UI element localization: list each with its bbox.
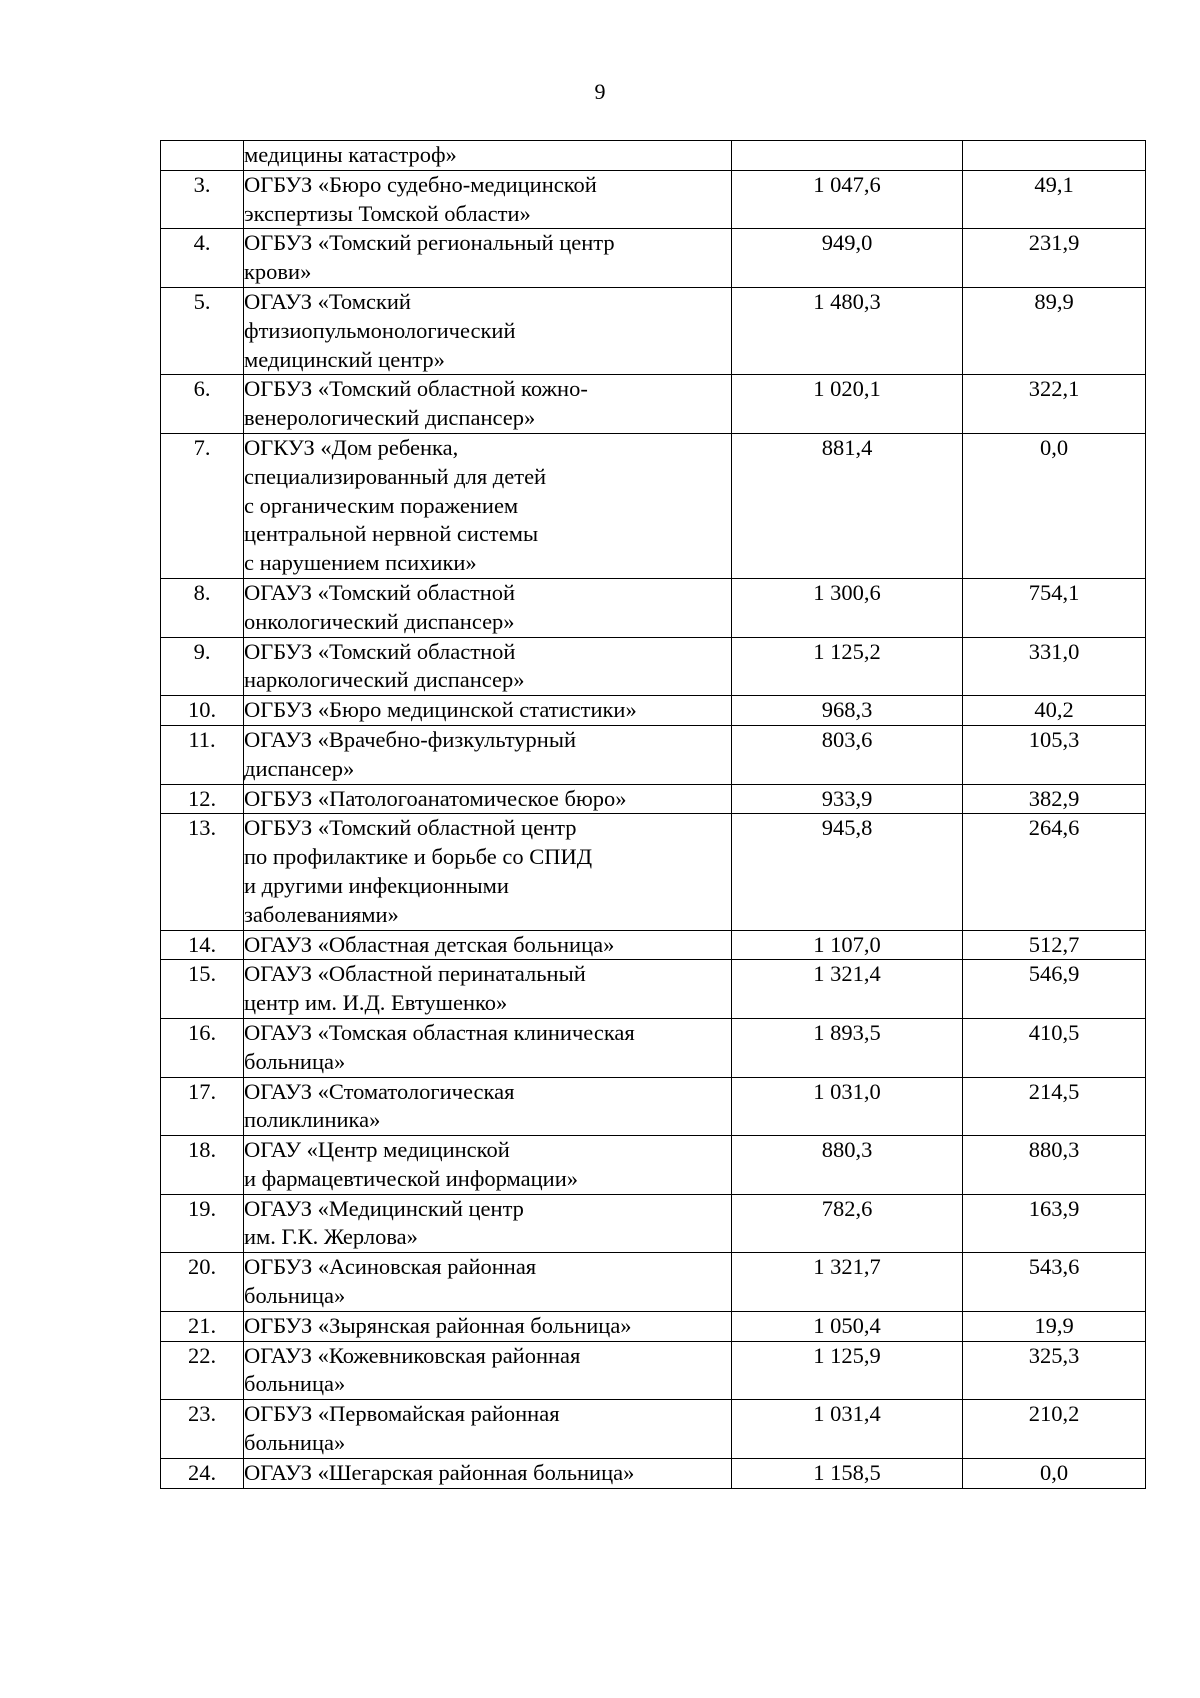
row-number-cell: 20.: [161, 1253, 244, 1312]
value1-cell: 968,3: [732, 696, 963, 726]
value2-cell: 325,3: [963, 1341, 1146, 1400]
value1-cell: 1 300,6: [732, 578, 963, 637]
value2-cell: 543,6: [963, 1253, 1146, 1312]
table-row: [161, 784, 1146, 814]
row-number-cell: 14.: [161, 930, 244, 960]
institutions-table: [160, 140, 1146, 1489]
value2-cell: 40,2: [963, 696, 1146, 726]
institution-name-line: поликлиника»: [244, 1107, 381, 1133]
institution-name-line: ОГБУЗ «Томский областной кожно-: [244, 376, 588, 402]
value1-cell: 1 020,1: [732, 375, 963, 434]
institution-name-line: ОГАУЗ «Областной перинатальный: [244, 961, 586, 987]
value2-cell: 880,3: [963, 1136, 1146, 1195]
value1-cell: 945,8: [732, 814, 963, 930]
row-number-cell: 18.: [161, 1136, 244, 1195]
institution-name-cell: [244, 375, 732, 434]
institution-name-cell: [244, 696, 732, 726]
value2-cell: 331,0: [963, 637, 1146, 696]
institution-name-line: центр им. И.Д. Евтушенко»: [244, 990, 508, 1016]
row-number-cell: 16.: [161, 1018, 244, 1077]
institution-name-line: диспансер»: [244, 755, 355, 781]
table-row: [161, 1077, 1146, 1136]
institution-name-cell: [244, 578, 732, 637]
value2-cell: 410,5: [963, 1018, 1146, 1077]
table-row: [161, 1458, 1146, 1488]
institution-name-line: ОГАУЗ «Шегарская районная больница»: [244, 1459, 635, 1485]
table-row: [161, 1341, 1146, 1400]
value1-cell: 1 125,9: [732, 1341, 963, 1400]
institution-name-cell: [244, 1253, 732, 1312]
institution-name-line: ОГБУЗ «Томский областной центр: [244, 815, 577, 841]
institution-name-cell: [244, 1400, 732, 1459]
page-number: 9: [594, 79, 606, 104]
value2-cell: 231,9: [963, 229, 1146, 288]
institution-name-line: фтизиопульмонологический: [244, 317, 516, 343]
institution-name-line: экспертизы Томской области»: [244, 200, 531, 226]
institution-name-cell: [244, 229, 732, 288]
value1-cell: 803,6: [732, 725, 963, 784]
row-number-cell: 21.: [161, 1311, 244, 1341]
institution-name-line: специализированный для детей: [244, 463, 547, 489]
institution-name-cell: [244, 433, 732, 578]
institution-name-cell: [244, 930, 732, 960]
value1-cell: 1 893,5: [732, 1018, 963, 1077]
table-row: [161, 960, 1146, 1019]
institution-name-cell: [244, 170, 732, 229]
institution-name-line: венерологический диспансер»: [244, 405, 536, 431]
row-number-cell: 24.: [161, 1458, 244, 1488]
institution-name-cell: [244, 1194, 732, 1253]
table-row: [161, 814, 1146, 930]
institution-name-line: ОГАУЗ «Томский: [244, 288, 411, 314]
institution-name-line: ОГАУЗ «Кожевниковская районная: [244, 1342, 581, 1368]
table-row: [161, 170, 1146, 229]
row-number-cell: 4.: [161, 229, 244, 288]
row-number-cell: 5.: [161, 287, 244, 374]
institution-name-cell: [244, 814, 732, 930]
table-row: [161, 229, 1146, 288]
institution-name-cell: [244, 1136, 732, 1195]
value1-cell: 1 047,6: [732, 170, 963, 229]
row-number-cell: [161, 141, 244, 171]
institution-name-line: заболеваниями»: [244, 901, 399, 927]
institution-name-line: ОГАУЗ «Медицинский центр: [244, 1195, 524, 1221]
value1-cell: 1 480,3: [732, 287, 963, 374]
value2-cell: 512,7: [963, 930, 1146, 960]
institution-name-line: медицинский центр»: [244, 346, 445, 372]
row-number-cell: 17.: [161, 1077, 244, 1136]
table-row: [161, 578, 1146, 637]
institution-name-line: им. Г.К. Жерлова»: [244, 1224, 418, 1250]
value2-cell: 49,1: [963, 170, 1146, 229]
institution-name-cell: [244, 725, 732, 784]
value1-cell: 880,3: [732, 1136, 963, 1195]
institution-name-line: ОГБУЗ «Томский региональный центр: [244, 230, 615, 256]
value1-cell: 1 050,4: [732, 1311, 963, 1341]
value2-cell: [963, 141, 1146, 171]
institution-name-cell: [244, 287, 732, 374]
institution-name-cell: [244, 141, 732, 171]
value2-cell: 0,0: [963, 1458, 1146, 1488]
value2-cell: 19,9: [963, 1311, 1146, 1341]
value2-cell: 89,9: [963, 287, 1146, 374]
institution-name-line: ОГБУЗ «Бюро медицинской статистики»: [244, 697, 637, 723]
row-number-cell: 12.: [161, 784, 244, 814]
value1-cell: 1 031,4: [732, 1400, 963, 1459]
table-row: [161, 1400, 1146, 1459]
institution-name-line: ОГБУЗ «Зырянская районная больница»: [244, 1312, 632, 1338]
value1-cell: 1 125,2: [732, 637, 963, 696]
row-number-cell: 8.: [161, 578, 244, 637]
table-row: [161, 141, 1146, 171]
institution-name-line: ОГБУЗ «Асиновская районная: [244, 1254, 537, 1280]
row-number-cell: 9.: [161, 637, 244, 696]
value1-cell: 881,4: [732, 433, 963, 578]
value2-cell: 214,5: [963, 1077, 1146, 1136]
institution-name-line: ОГБУЗ «Патологоанатомическое бюро»: [244, 785, 627, 811]
institution-name-line: онкологический диспансер»: [244, 608, 515, 634]
table-row: [161, 1194, 1146, 1253]
institution-name-line: ОГБУЗ «Томский областной: [244, 638, 516, 664]
institution-name-line: ОГАУЗ «Областная детская больница»: [244, 931, 615, 957]
institution-name-cell: [244, 637, 732, 696]
value1-cell: 933,9: [732, 784, 963, 814]
row-number-cell: 11.: [161, 725, 244, 784]
table-body: [161, 141, 1146, 1489]
value2-cell: 210,2: [963, 1400, 1146, 1459]
institution-name-cell: [244, 1018, 732, 1077]
value1-cell: [732, 141, 963, 171]
table-row: [161, 637, 1146, 696]
row-number-cell: 15.: [161, 960, 244, 1019]
institution-name-line: больница»: [244, 1048, 346, 1074]
value1-cell: 949,0: [732, 229, 963, 288]
table-row: [161, 375, 1146, 434]
institution-name-line: по профилактике и борьбе со СПИД: [244, 844, 593, 870]
institution-name-line: с органическим поражением: [244, 492, 519, 518]
institution-name-cell: [244, 1077, 732, 1136]
institution-name-line: центральной нервной системы: [244, 521, 539, 547]
value1-cell: 1 158,5: [732, 1458, 963, 1488]
row-number-cell: 22.: [161, 1341, 244, 1400]
table-row: [161, 433, 1146, 578]
table-row: [161, 930, 1146, 960]
institution-name-line: наркологический диспансер»: [244, 667, 525, 693]
value2-cell: 105,3: [963, 725, 1146, 784]
row-number-cell: 10.: [161, 696, 244, 726]
value2-cell: 264,6: [963, 814, 1146, 930]
value1-cell: 1 321,4: [732, 960, 963, 1019]
value1-cell: 1 107,0: [732, 930, 963, 960]
institution-name-line: крови»: [244, 259, 312, 285]
institution-name-line: больница»: [244, 1371, 346, 1397]
institution-name-line: ОГАУЗ «Томский областной: [244, 579, 516, 605]
table-row: [161, 1311, 1146, 1341]
institution-name-line: больница»: [244, 1430, 346, 1456]
institution-name-line: ОГАУЗ «Стоматологическая: [244, 1078, 515, 1104]
value1-cell: 1 031,0: [732, 1077, 963, 1136]
institution-name-cell: [244, 1341, 732, 1400]
value2-cell: 163,9: [963, 1194, 1146, 1253]
value1-cell: 782,6: [732, 1194, 963, 1253]
institution-name-cell: [244, 1458, 732, 1488]
institution-name-line: медицины катастроф»: [244, 142, 457, 167]
institution-name-cell: [244, 960, 732, 1019]
row-number-cell: 7.: [161, 433, 244, 578]
table-row: [161, 696, 1146, 726]
institution-name-line: ОГАУЗ «Врачебно-физкультурный: [244, 726, 576, 752]
institution-name-line: ОГБУЗ «Первомайская районная: [244, 1401, 560, 1427]
institution-name-line: ОГБУЗ «Бюро судебно-медицинской: [244, 171, 597, 197]
institution-name-line: больница»: [244, 1283, 346, 1309]
value2-cell: 382,9: [963, 784, 1146, 814]
value2-cell: 754,1: [963, 578, 1146, 637]
institution-name-line: ОГАУЗ «Томская областная клиническая: [244, 1019, 635, 1045]
value1-cell: 1 321,7: [732, 1253, 963, 1312]
value2-cell: 546,9: [963, 960, 1146, 1019]
value2-cell: 322,1: [963, 375, 1146, 434]
row-number-cell: 3.: [161, 170, 244, 229]
value2-cell: 0,0: [963, 433, 1146, 578]
row-number-cell: 6.: [161, 375, 244, 434]
table-row: [161, 1018, 1146, 1077]
row-number-cell: 13.: [161, 814, 244, 930]
institution-name-cell: [244, 784, 732, 814]
institution-name-line: с нарушением психики»: [244, 550, 477, 576]
institution-name-line: и фармацевтической информации»: [244, 1165, 578, 1191]
institution-name-line: и другими инфекционными: [244, 872, 509, 898]
institution-name-line: ОГАУ «Центр медицинской: [244, 1137, 510, 1163]
row-number-cell: 19.: [161, 1194, 244, 1253]
table-row: [161, 725, 1146, 784]
institution-name-line: ОГКУЗ «Дом ребенка,: [244, 434, 459, 460]
table-row: [161, 1253, 1146, 1312]
row-number-cell: 23.: [161, 1400, 244, 1459]
table-row: [161, 287, 1146, 374]
institution-name-cell: [244, 1311, 732, 1341]
table-row: [161, 1136, 1146, 1195]
